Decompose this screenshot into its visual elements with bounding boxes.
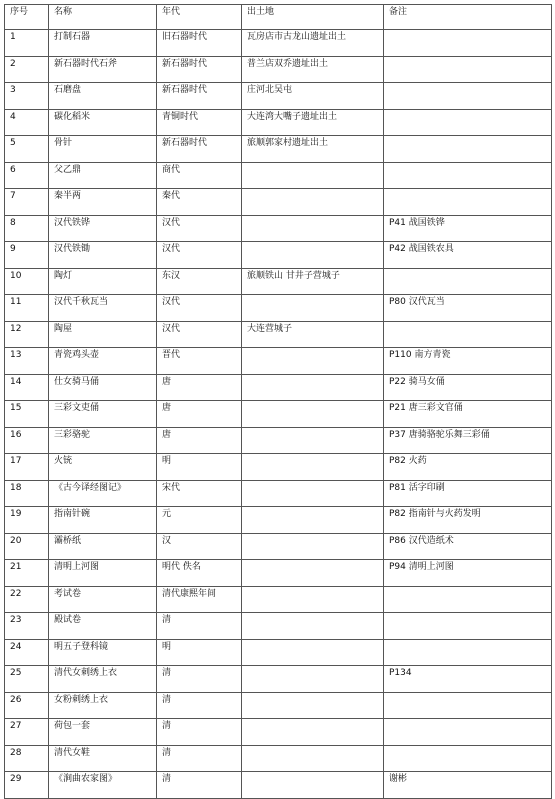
cell-number: 2 [5,56,49,83]
cell-number: 11 [5,295,49,322]
header-cell-note: 备注 [384,5,552,30]
cell-name: 仕女骑马俑 [49,374,157,401]
cell-number: 3 [5,83,49,110]
table-row [5,692,552,719]
cell-site [242,719,384,746]
cell-name: 荷包一套 [49,719,157,746]
cell-number: 26 [5,692,49,719]
table-row [5,321,552,348]
cell-note [384,56,552,83]
cell-site [242,639,384,666]
cell-number: 17 [5,454,49,481]
cell-era: 新石器时代 [157,83,242,110]
cell-name: 新石器时代石斧 [49,56,157,83]
table-row [5,56,552,83]
cell-site [242,454,384,481]
table-row [5,83,552,110]
table-row [5,719,552,746]
cell-site [242,374,384,401]
cell-era: 青铜时代 [157,109,242,136]
cell-site [242,586,384,613]
cell-note [384,613,552,640]
table-row [5,560,552,587]
cell-number: 7 [5,189,49,216]
cell-note [384,136,552,163]
cell-note [384,83,552,110]
table-row [5,401,552,428]
cell-note: P110 南方青瓷 [384,348,552,375]
cell-number: 16 [5,427,49,454]
cell-number: 14 [5,374,49,401]
cell-site [242,613,384,640]
header-cell-number: 序号 [5,5,49,30]
cell-number: 19 [5,507,49,534]
cell-site [242,560,384,587]
cell-era: 明 [157,454,242,481]
cell-name: 汉代铁铧 [49,215,157,242]
cell-site: 庄河北吴屯 [242,83,384,110]
cell-era: 汉代 [157,215,242,242]
cell-site [242,480,384,507]
cell-name: 陶屋 [49,321,157,348]
cell-era: 明代 佚名 [157,560,242,587]
cell-site [242,242,384,269]
cell-site [242,295,384,322]
cell-name: 明五子登科镜 [49,639,157,666]
cell-number: 27 [5,719,49,746]
cell-site [242,507,384,534]
cell-era: 汉代 [157,295,242,322]
cell-site: 大连湾大嘴子遗址出土 [242,109,384,136]
cell-name: 青瓷鸡头壶 [49,348,157,375]
cell-note: P42 战国铁农具 [384,242,552,269]
cell-note [384,30,552,57]
cell-name: 火铳 [49,454,157,481]
cell-name: 指南针碗 [49,507,157,534]
cell-name: 《涧曲农家图》 [49,772,157,799]
cell-era: 清 [157,719,242,746]
table-row [5,586,552,613]
cell-era: 清 [157,772,242,799]
cell-number: 20 [5,533,49,560]
cell-number: 29 [5,772,49,799]
cell-era: 清 [157,692,242,719]
table-row [5,295,552,322]
cell-name: 清明上河图 [49,560,157,587]
cell-note [384,189,552,216]
header-cell-era: 年代 [157,5,242,30]
cell-number: 23 [5,613,49,640]
cell-number: 15 [5,401,49,428]
cell-name: 陶灯 [49,268,157,295]
cell-era: 新石器时代 [157,136,242,163]
cell-name: 《古今译经图记》 [49,480,157,507]
table-row [5,745,552,772]
cell-site [242,401,384,428]
cell-era: 清代康熙年间 [157,586,242,613]
cell-note [384,639,552,666]
table-row [5,613,552,640]
cell-era: 汉代 [157,242,242,269]
cell-site: 普兰店双乔遗址出土 [242,56,384,83]
table-row [5,454,552,481]
cell-note: P81 活字印刷 [384,480,552,507]
table-row [5,189,552,216]
cell-name: 秦半两 [49,189,157,216]
cell-number: 28 [5,745,49,772]
table-header [5,5,552,30]
cell-note [384,268,552,295]
cell-era: 晋代 [157,348,242,375]
cell-site [242,189,384,216]
cell-name: 考试卷 [49,586,157,613]
table-row [5,162,552,189]
cell-number: 22 [5,586,49,613]
cell-number: 13 [5,348,49,375]
cell-note: P22 骑马女俑 [384,374,552,401]
cell-era: 宋代 [157,480,242,507]
cell-number: 21 [5,560,49,587]
cell-note [384,745,552,772]
cell-era: 汉代 [157,321,242,348]
table-row [5,136,552,163]
table-row [5,348,552,375]
cell-number: 18 [5,480,49,507]
cell-note [384,692,552,719]
cell-note: P37 唐骑骆驼乐舞三彩俑 [384,427,552,454]
cell-name: 灞桥纸 [49,533,157,560]
cell-note: P86 汉代造纸术 [384,533,552,560]
cell-note: P41 战国铁铧 [384,215,552,242]
cell-era: 明 [157,639,242,666]
cell-number: 8 [5,215,49,242]
cell-note [384,719,552,746]
cell-name: 打制石器 [49,30,157,57]
cell-era: 清 [157,613,242,640]
cell-note [384,321,552,348]
cell-site [242,772,384,799]
cell-era: 清 [157,745,242,772]
cell-site [242,348,384,375]
cell-site: 大连营城子 [242,321,384,348]
cell-name: 石磨盘 [49,83,157,110]
table-row [5,666,552,693]
cell-site: 旅顺郭家村遗址出土 [242,136,384,163]
cell-era: 东汉 [157,268,242,295]
cell-era: 唐 [157,374,242,401]
cell-era: 新石器时代 [157,56,242,83]
cell-name: 三彩骆驼 [49,427,157,454]
cell-era: 清 [157,666,242,693]
table-row [5,268,552,295]
cell-site: 旅顺铁山 甘井子营城子 [242,268,384,295]
table-row [5,242,552,269]
cell-name: 汉代铁锄 [49,242,157,269]
artifact-catalog-table [4,4,552,799]
header-cell-site: 出土地 [242,5,384,30]
table-row [5,30,552,57]
cell-site [242,215,384,242]
table-row [5,480,552,507]
cell-site [242,162,384,189]
cell-number: 24 [5,639,49,666]
cell-site: 瓦房店市古龙山遗址出土 [242,30,384,57]
cell-number: 5 [5,136,49,163]
cell-note [384,109,552,136]
cell-number: 10 [5,268,49,295]
cell-era: 元 [157,507,242,534]
cell-note: P21 唐三彩文官俑 [384,401,552,428]
cell-site [242,745,384,772]
cell-name: 三彩文吏俑 [49,401,157,428]
table-row [5,215,552,242]
cell-number: 25 [5,666,49,693]
cell-note: P82 火药 [384,454,552,481]
cell-name: 父乙鼎 [49,162,157,189]
header-cell-name: 名称 [49,5,157,30]
cell-era: 唐 [157,401,242,428]
table-row [5,772,552,799]
table-row [5,507,552,534]
cell-number: 9 [5,242,49,269]
cell-era: 旧石器时代 [157,30,242,57]
cell-name: 女粉刺绣上衣 [49,692,157,719]
cell-site [242,692,384,719]
cell-note: P82 指南针与火药发明 [384,507,552,534]
cell-site [242,666,384,693]
cell-era: 唐 [157,427,242,454]
cell-name: 汉代千秋瓦当 [49,295,157,322]
table-row [5,109,552,136]
table-row [5,374,552,401]
cell-name: 清代女鞋 [49,745,157,772]
table-row [5,533,552,560]
table-row [5,427,552,454]
cell-number: 1 [5,30,49,57]
cell-name: 骨针 [49,136,157,163]
table-row [5,639,552,666]
cell-note [384,586,552,613]
cell-note: P94 清明上河图 [384,560,552,587]
cell-note [384,162,552,189]
cell-number: 6 [5,162,49,189]
cell-site [242,533,384,560]
cell-note: P80 汉代瓦当 [384,295,552,322]
cell-note: 谢彬 [384,772,552,799]
cell-era: 秦代 [157,189,242,216]
cell-note: P134 [384,666,552,693]
cell-era: 商代 [157,162,242,189]
cell-name: 碳化稻米 [49,109,157,136]
cell-number: 4 [5,109,49,136]
cell-number: 12 [5,321,49,348]
cell-name: 殿试卷 [49,613,157,640]
header-row [5,5,552,30]
cell-name: 清代女刺绣上衣 [49,666,157,693]
table-body [5,30,552,799]
cell-site [242,427,384,454]
cell-era: 汉 [157,533,242,560]
